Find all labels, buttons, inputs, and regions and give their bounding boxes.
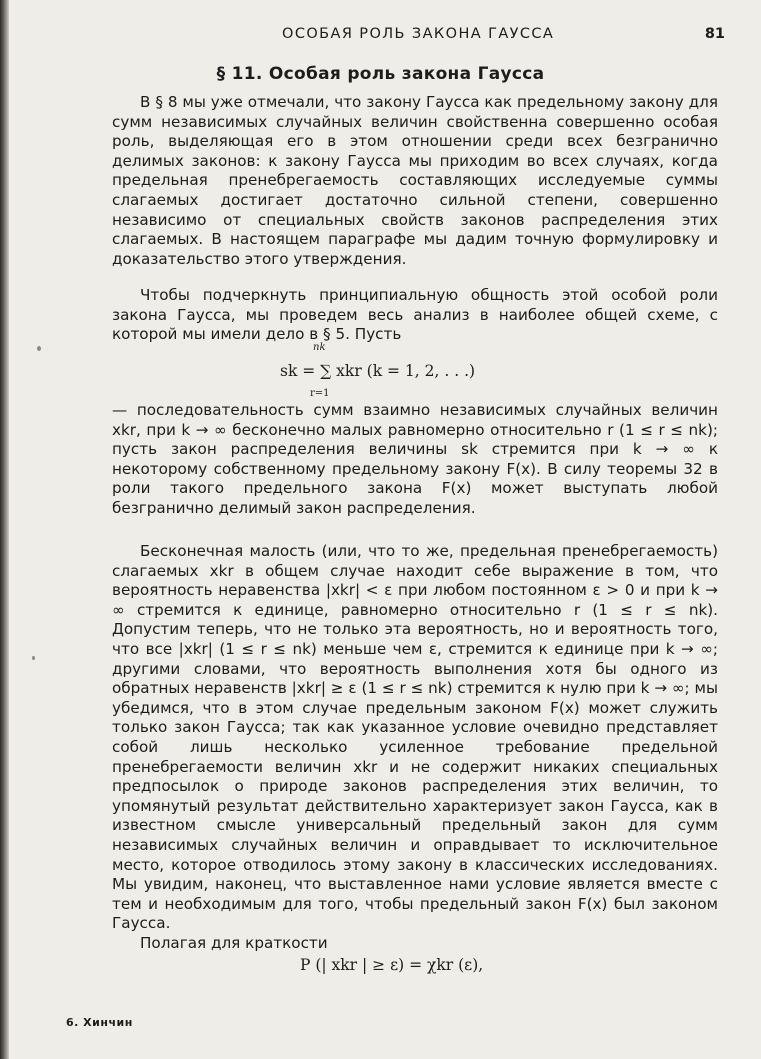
paragraph-text: Бесконечная малость (или, что то же, предельная пренебрегаемость) слагаемых xkr в общем случае находит себе выражение в том, что вероятность неравенства |xkr| < ε при любом постоянном ε > 0 и при k → ∞ стремится к единице, равномерно относительно r (1 ≤ r ≤ nk). Допустим теперь, что не только эта вероятность, но и вероятность того, что все |xkr| (1 ≤ r ≤ nk) меньше чем ε, стремится к единице при k → ∞; другими словами, что вероятность выполнения хотя бы одного из обратных неравенств |xkr| ≥ ε (1 ≤ r ≤ nk) стремится к нулю при k → ∞; мы убедимся, что в этом случае предельным законом F(x) может служить только закон Гаусса; так как указанное условие очевидно представляет собой лишь несколько усиленное требование предельной пренебрегаемости величин xkr и не содержит никаких специальных предпосылок о природе законов распределения этих величин, то упомянутый результат действительно характеризует закон Гаусса, как в известном смысле универсальный предельный закон для сумм независимых случайных величин и оправдывает то исключительное место, которое отводилось этому закону в классических исследованиях. Мы увидим, наконец, что выставленное нами условие является вместе с тем и необходимым для того, чтобы предельный закон F(x) был законом Гаусса. bbox=[112, 542, 718, 933]
section-title: § 11. Особая роль закона Гаусса bbox=[216, 64, 545, 84]
sum-expression: sk = ∑ xkr (k = 1, 2, . . .) bbox=[280, 362, 476, 380]
paragraph-sequence bbox=[112, 401, 718, 519]
printer-signature: 6. Хинчин bbox=[66, 1016, 133, 1029]
sum-formula bbox=[250, 342, 550, 400]
page-number: 81 bbox=[704, 26, 725, 42]
print-speck bbox=[32, 656, 35, 660]
page-binding-edge bbox=[0, 0, 9, 1059]
paragraph-notation bbox=[112, 934, 718, 954]
sum-upper-limit: nk bbox=[313, 342, 326, 353]
paragraph-setup bbox=[112, 286, 718, 345]
probability-formula: P (| xkr | ≥ ε) = χkr (ε), bbox=[300, 956, 484, 974]
print-speck bbox=[37, 346, 41, 351]
paragraph-infinitesimal bbox=[112, 542, 718, 934]
paragraph-text: — последовательность сумм взаимно независимых случайных величин xkr, при k → ∞ бесконечно малых равномерно относительно r (1 ≤ r ≤ nk); пусть закон распределения величины sk стремится при k → ∞ к некоторому собственному предельному закону F(x). В силу теоремы 32 в роли такого предельного закона F(x) может выступать любой безгранично делимый закон распределения. bbox=[112, 401, 718, 517]
sum-lower-limit: r=1 bbox=[310, 388, 330, 399]
paragraph-text: Чтобы подчеркнуть принципиальную общность этой особой роли закона Гаусса, мы проведем весь анализ в наиболее общей схеме, с которой мы имели дело в § 5. Пусть bbox=[112, 286, 718, 344]
running-head bbox=[112, 26, 725, 48]
paragraph-text: В § 8 мы уже отмечали, что закону Гаусса как предельному закону для сумм независимых случайных величин свойственна совершенно особая роль, выделяющая его в этом отношении среди всех безгранично делимых законов: к закону Гаусса мы приходим во всех случаях, когда предельная пренебрегаемость составляющих исследуемые суммы слагаемых достигает достаточно сильной степени, совершенно независимо от специальных свойств законов распределения этих слагаемых. В настоящем параграфе мы дадим точную формулировку и доказательство этого утверждения. bbox=[112, 93, 718, 268]
paragraph-intro bbox=[112, 93, 718, 269]
paragraph-text: Полагая для краткости bbox=[140, 934, 328, 952]
running-head-title: ОСОБАЯ РОЛЬ ЗАКОНА ГАУССА bbox=[282, 26, 555, 42]
